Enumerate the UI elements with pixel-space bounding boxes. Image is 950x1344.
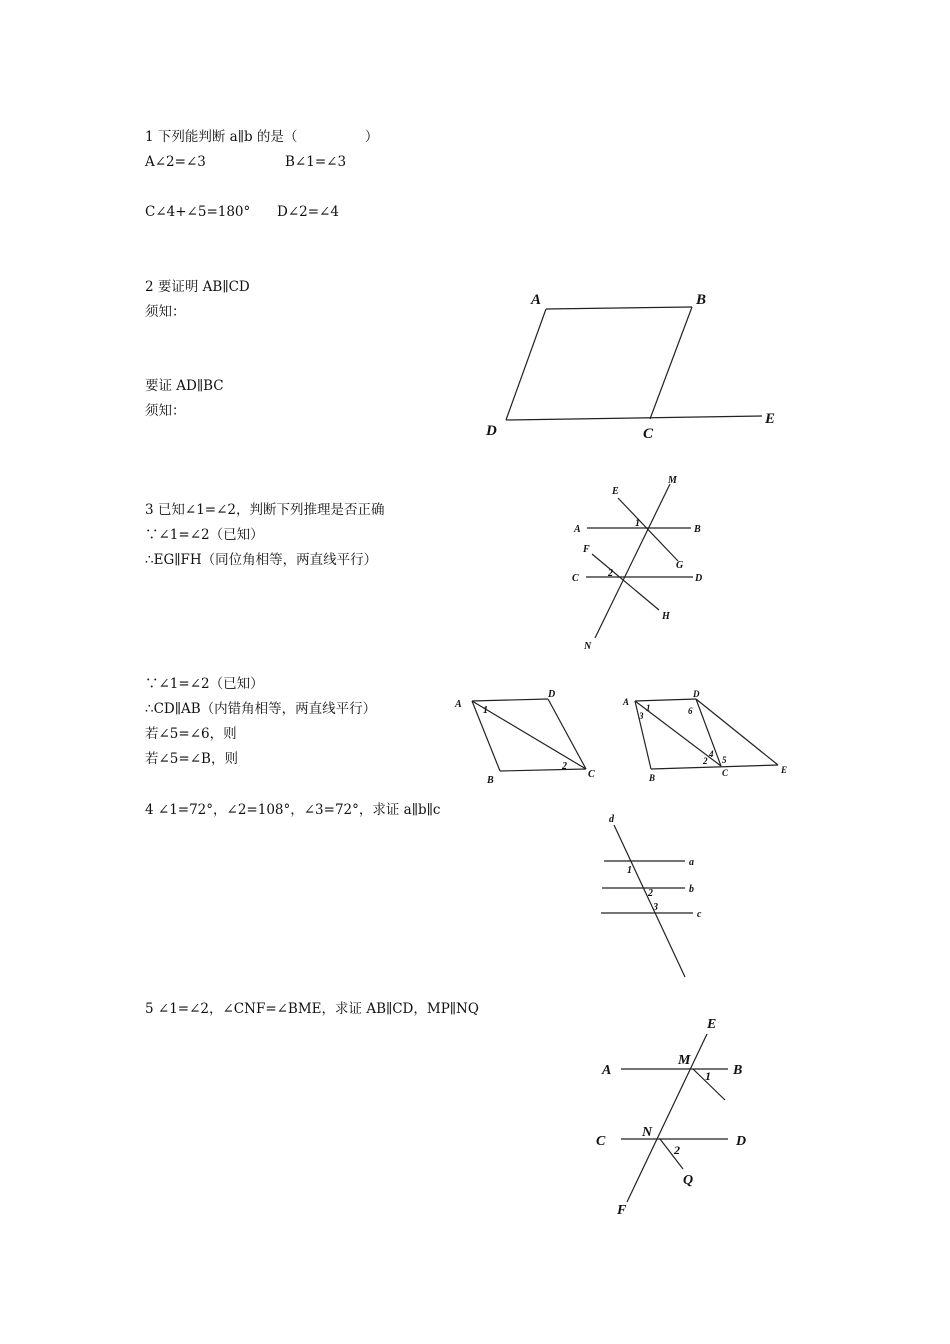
q5-label-b: B — [733, 1063, 743, 1078]
q1-stem: 1 下列能判断 a∥b 的是（ ） — [145, 129, 379, 145]
q2-line2: 须知： — [145, 304, 186, 320]
q3-fig3-label-a: A — [623, 697, 630, 707]
q4-label-d: d — [609, 814, 614, 825]
q2-label-c: C — [643, 426, 654, 442]
q3-fig2-label-b: B — [487, 775, 494, 786]
q3-fig3-label-e: E — [781, 765, 788, 775]
q3-fig1-label-1: 1 — [635, 518, 640, 529]
q5-label-1: 1 — [705, 1069, 711, 1083]
q4-label-b: b — [689, 884, 694, 895]
q3-fig1-label-d: D — [695, 573, 703, 584]
q3-line4: ∵∠1=∠2（已知） — [145, 676, 264, 692]
q2-line1: 2 要证明 AB∥CD — [145, 279, 250, 295]
q3-parallelogram-figure — [450, 685, 610, 790]
q2-label-b: B — [696, 292, 707, 308]
q3-fig3-label-d: D — [693, 689, 700, 699]
q1-option-a: A∠2=∠3 — [145, 154, 206, 170]
q5-label-a: A — [602, 1063, 612, 1078]
q3-transversal-figure — [560, 470, 720, 655]
q3-fig2-label-1: 1 — [483, 705, 488, 716]
q3-fig1-label-2: 2 — [608, 568, 613, 579]
q3-line7: 若∠5=∠B，则 — [145, 751, 238, 767]
q3-fig1-label-f: F — [583, 544, 590, 555]
q5-label-d: D — [736, 1134, 747, 1149]
q3-line1: 3 已知∠1=∠2，判断下列推理是否正确 — [145, 502, 385, 518]
q5-label-n: N — [642, 1125, 653, 1140]
q3-fig3-label-b: B — [649, 773, 656, 783]
q5-label-2: 2 — [674, 1143, 680, 1157]
q3-fig2-label-d: D — [548, 689, 556, 700]
q5-label-m: M — [678, 1053, 691, 1068]
q3-line2: ∵∠1=∠2（已知） — [145, 527, 264, 543]
q5-label-f: F — [617, 1203, 627, 1218]
q3-fig3-label-1: 1 — [646, 703, 651, 713]
q3-fig3-label-6: 6 — [688, 706, 693, 716]
q1-option-b: B∠1=∠3 — [285, 154, 347, 170]
q3-fig1-label-a: A — [574, 524, 581, 535]
q3-trapezoid-figure — [618, 685, 798, 790]
q3-fig1-label-e: E — [612, 486, 619, 497]
q4-label-1: 1 — [627, 865, 632, 876]
q4-label-3: 3 — [653, 902, 658, 913]
q2-label-d: D — [486, 423, 497, 439]
q3-fig2-label-2: 2 — [562, 761, 567, 772]
q1-option-c: C∠4+∠5=180° — [145, 204, 251, 220]
q5-line1: 5 ∠1=∠2，∠CNF=∠BME，求证 AB∥CD，MP∥NQ — [145, 1001, 479, 1017]
q4-line1: 4 ∠1=72°，∠2=108°，∠3=72°，求证 a∥b∥c — [145, 802, 441, 818]
q3-fig2-label-c: C — [588, 769, 595, 780]
q3-line5: ∴CD∥AB（内错角相等，两直线平行） — [145, 701, 377, 717]
q3-fig1-label-c: C — [572, 573, 579, 584]
q3-fig1-label-b: B — [694, 524, 701, 535]
q3-fig3-label-5: 5 — [722, 755, 727, 765]
q2-parallelogram-figure — [480, 285, 790, 445]
q2-line3: 要证 AD∥BC — [145, 378, 224, 394]
q5-label-e: E — [707, 1017, 717, 1032]
q3-fig1-label-h: H — [662, 611, 670, 622]
q4-label-a: a — [689, 857, 694, 868]
q2-label-a: A — [531, 292, 542, 308]
q3-fig2-label-a: A — [455, 699, 462, 710]
q2-label-e: E — [765, 411, 776, 427]
q3-fig3-label-2: 2 — [703, 756, 708, 766]
q3-fig3-label-3: 3 — [639, 711, 644, 721]
q1-option-d: D∠2=∠4 — [277, 204, 339, 220]
q3-fig1-label-m: M — [668, 475, 677, 486]
q4-parallel-lines-figure — [590, 805, 720, 985]
q5-parallel-lines-figure — [590, 1010, 770, 1220]
q3-fig3-label-4: 4 — [709, 749, 714, 759]
q3-fig1-label-g: G — [676, 560, 684, 571]
q3-line3: ∴EG∥FH（同位角相等，两直线平行） — [145, 552, 378, 568]
q2-line4: 须知： — [145, 403, 186, 419]
q4-label-2: 2 — [648, 888, 653, 899]
q3-line6: 若∠5=∠6，则 — [145, 726, 237, 742]
q3-fig3-label-c: C — [722, 768, 729, 778]
q5-label-c: C — [596, 1134, 606, 1149]
q4-label-c: c — [697, 909, 702, 920]
q3-fig1-label-n: N — [584, 641, 592, 652]
q5-label-q: Q — [683, 1173, 694, 1188]
